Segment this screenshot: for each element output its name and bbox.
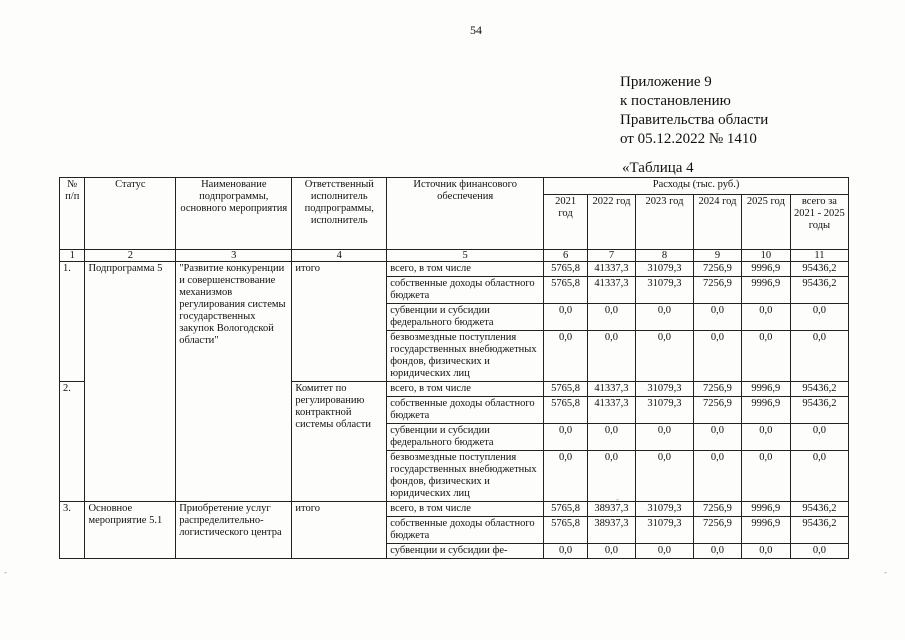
- cell-value: 0,0: [790, 331, 848, 382]
- cell-value: 0,0: [741, 544, 790, 559]
- row-name: [176, 382, 292, 502]
- cell-value: 5765,8: [544, 517, 588, 544]
- row-name: Приобретение услуг распределительно-логистического центра: [176, 502, 292, 559]
- cell-value: 95436,2: [790, 397, 848, 424]
- cell-value: 0,0: [587, 304, 635, 331]
- cell-value: 31079,3: [635, 517, 693, 544]
- row-name: "Развитие конкуренции и совершенствование механизмов регулирования системы государственных закупок Вологодской области": [176, 262, 292, 382]
- cell-value: 0,0: [587, 451, 635, 502]
- cell-value: 9996,9: [741, 397, 790, 424]
- cell-value: 0,0: [741, 451, 790, 502]
- cell-value: 0,0: [587, 544, 635, 559]
- row-executor: Комитет по регулированию контрактной системы области: [292, 382, 387, 502]
- cell-value: 95436,2: [790, 502, 848, 517]
- cell-value: 0,0: [693, 451, 741, 502]
- appendix-line: Правительства области: [620, 112, 769, 128]
- appendix-line: от 05.12.2022 № 1410: [620, 131, 757, 147]
- cell-value: 95436,2: [790, 382, 848, 397]
- financing-table: [59, 177, 849, 559]
- cell-value: 5765,8: [544, 262, 588, 277]
- cell-value: 7256,9: [693, 502, 741, 517]
- cell-value: 0,0: [635, 304, 693, 331]
- cell-value: 7256,9: [693, 517, 741, 544]
- cell-value: 9996,9: [741, 502, 790, 517]
- header-executor: Ответственный исполнитель подпрограммы, исполнитель: [292, 178, 387, 250]
- cell-value: 7256,9: [693, 262, 741, 277]
- table-row: [60, 262, 849, 277]
- row-source: субвенции и субсидии фе-: [387, 544, 544, 559]
- cell-value: 0,0: [693, 424, 741, 451]
- row-source: субвенции и субсидии федерального бюджета: [387, 304, 544, 331]
- cell-value: 0,0: [635, 331, 693, 382]
- table-row: [60, 382, 849, 397]
- margin-mark: -: [616, 494, 619, 504]
- header-name: Наименование подпрограммы, основного мероприятия: [176, 178, 292, 250]
- page-number: 54: [470, 23, 482, 37]
- cell-value: 0,0: [587, 331, 635, 382]
- margin-mark: -: [884, 567, 887, 577]
- cell-value: 0,0: [544, 331, 588, 382]
- header-year: 2023 год: [635, 195, 693, 250]
- row-executor: итого: [292, 262, 387, 382]
- cell-value: 31079,3: [635, 262, 693, 277]
- appendix-line: Приложение 9: [620, 74, 712, 90]
- cell-value: 0,0: [741, 424, 790, 451]
- cell-value: 9996,9: [741, 262, 790, 277]
- row-status: [85, 382, 176, 502]
- cell-value: 41337,3: [587, 397, 635, 424]
- cell-value: 0,0: [544, 451, 588, 502]
- header-total: всего за 2021 - 2025 годы: [790, 195, 848, 250]
- cell-value: 31079,3: [635, 502, 693, 517]
- header-status: Статус: [85, 178, 176, 250]
- header-year: 2022 год: [587, 195, 635, 250]
- cell-value: 0,0: [635, 451, 693, 502]
- header-year: 2024 год: [693, 195, 741, 250]
- row-source: собственные доходы областного бюджета: [387, 397, 544, 424]
- row-source: всего, в том числе: [387, 382, 544, 397]
- appendix-header: [620, 73, 768, 149]
- col-number: 1: [60, 250, 85, 262]
- col-number: 6: [544, 250, 588, 262]
- cell-value: 0,0: [693, 331, 741, 382]
- cell-value: 0,0: [544, 424, 588, 451]
- cell-value: 31079,3: [635, 382, 693, 397]
- cell-value: 9996,9: [741, 277, 790, 304]
- row-source: всего, в том числе: [387, 502, 544, 517]
- cell-value: 41337,3: [587, 262, 635, 277]
- cell-value: 5765,8: [544, 277, 588, 304]
- cell-value: 7256,9: [693, 397, 741, 424]
- col-number: 7: [587, 250, 635, 262]
- row-status: Основное мероприятие 5.1: [85, 502, 176, 559]
- cell-value: 0,0: [693, 544, 741, 559]
- row-executor: итого: [292, 502, 387, 559]
- header-year: 2021 год: [544, 195, 588, 250]
- cell-value: 5765,8: [544, 502, 588, 517]
- col-number: 2: [85, 250, 176, 262]
- row-source: собственные доходы областного бюджета: [387, 277, 544, 304]
- cell-value: 41337,3: [587, 382, 635, 397]
- cell-value: 31079,3: [635, 277, 693, 304]
- appendix-line: к постановлению: [620, 93, 731, 109]
- cell-value: 7256,9: [693, 277, 741, 304]
- cell-value: 38937,3: [587, 517, 635, 544]
- header-source: Источник финансового обеспечения: [387, 178, 544, 250]
- col-number: 3: [176, 250, 292, 262]
- cell-value: 95436,2: [790, 262, 848, 277]
- cell-value: 0,0: [741, 304, 790, 331]
- row-source: безвозмездные поступления государственных внебюджетных фондов, физических и юридических лиц: [387, 451, 544, 502]
- cell-value: 5765,8: [544, 397, 588, 424]
- cell-value: 0,0: [544, 304, 588, 331]
- table-row: [60, 502, 849, 517]
- row-status: Подпрограмма 5: [85, 262, 176, 382]
- row-source: безвозмездные поступления государственных внебюджетных фондов, физических и юридических лиц: [387, 331, 544, 382]
- col-number: 11: [790, 250, 848, 262]
- cell-value: 9996,9: [741, 517, 790, 544]
- cell-value: 0,0: [635, 424, 693, 451]
- cell-value: 0,0: [741, 331, 790, 382]
- cell-value: 0,0: [544, 544, 588, 559]
- col-number: 9: [693, 250, 741, 262]
- cell-value: 0,0: [790, 424, 848, 451]
- cell-value: 0,0: [635, 544, 693, 559]
- cell-value: 38937,3: [587, 502, 635, 517]
- cell-value: 0,0: [790, 544, 848, 559]
- margin-mark: -: [4, 567, 7, 577]
- header-year: 2025 год: [741, 195, 790, 250]
- cell-value: 31079,3: [635, 397, 693, 424]
- col-number: 4: [292, 250, 387, 262]
- header-expenses: Расходы (тыс. руб.): [544, 178, 849, 195]
- cell-value: 0,0: [790, 451, 848, 502]
- header-num: № п/п: [60, 178, 85, 250]
- col-number: 8: [635, 250, 693, 262]
- row-source: субвенции и субсидии федерального бюджета: [387, 424, 544, 451]
- cell-value: 0,0: [790, 304, 848, 331]
- row-number: 3.: [60, 502, 85, 559]
- cell-value: 95436,2: [790, 277, 848, 304]
- row-number: 2.: [60, 382, 85, 502]
- cell-value: 95436,2: [790, 517, 848, 544]
- table-title: «Таблица 4: [622, 160, 694, 176]
- cell-value: 0,0: [693, 304, 741, 331]
- cell-value: 5765,8: [544, 382, 588, 397]
- cell-value: 41337,3: [587, 277, 635, 304]
- row-source: всего, в том числе: [387, 262, 544, 277]
- col-number: 10: [741, 250, 790, 262]
- cell-value: 0,0: [587, 424, 635, 451]
- cell-value: 9996,9: [741, 382, 790, 397]
- row-source: собственные доходы областного бюджета: [387, 517, 544, 544]
- col-number: 5: [387, 250, 544, 262]
- row-number: 1.: [60, 262, 85, 382]
- cell-value: 7256,9: [693, 382, 741, 397]
